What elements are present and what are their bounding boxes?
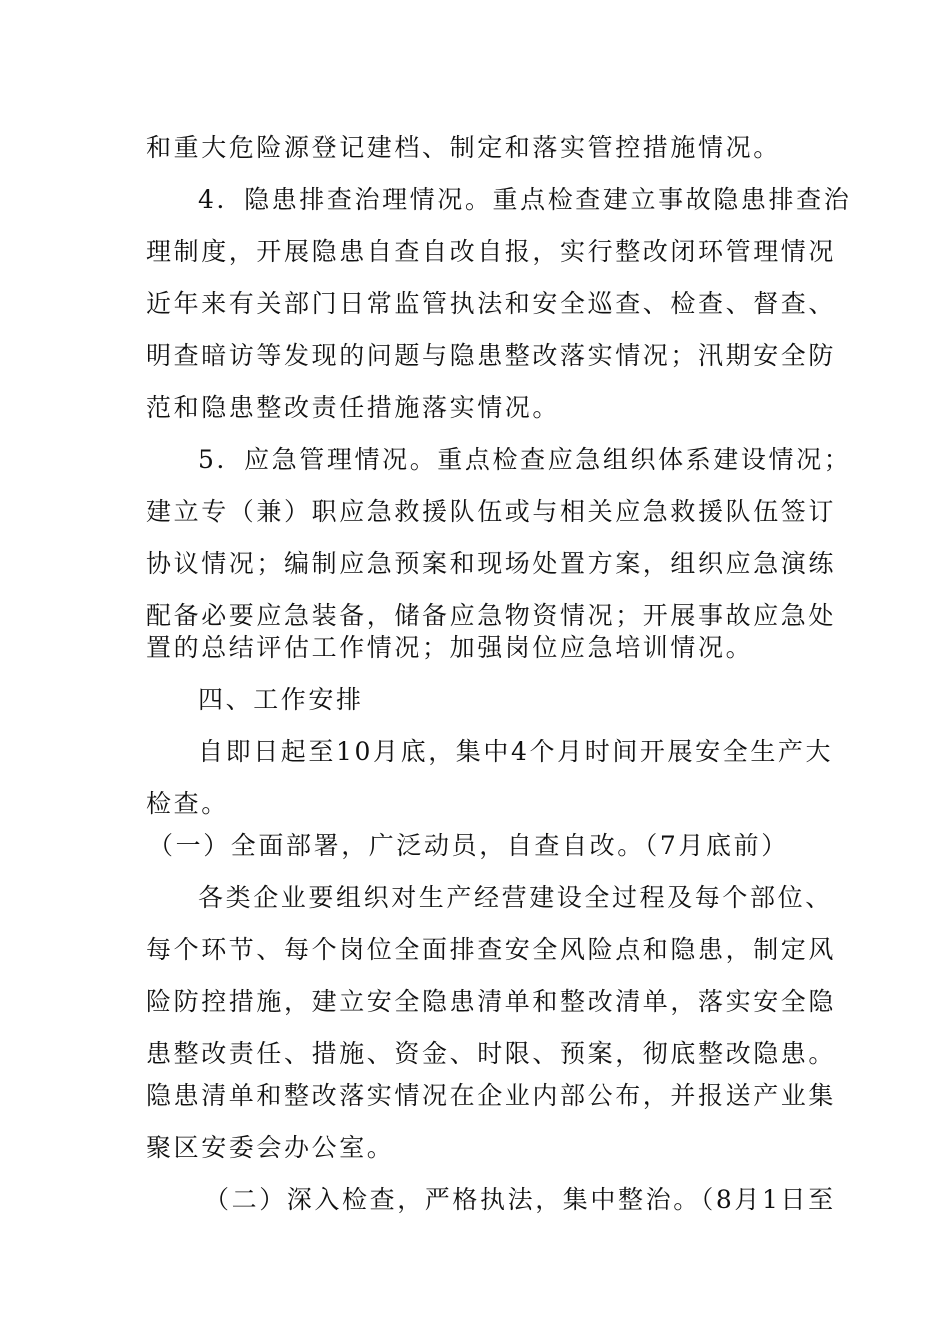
body-line: 明查暗访等发现的问题与隐患整改落实情况；汛期安全防 bbox=[146, 341, 837, 370]
body-line: 配备必要应急装备，储备应急物资情况；开展事故应急处 bbox=[146, 601, 837, 630]
body-line: 近年来有关部门日常监管执法和安全巡查、检查、督查、 bbox=[146, 289, 837, 318]
body-line: 4．隐患排查治理情况。重点检查建立事故隐患排查治 bbox=[198, 185, 852, 214]
body-line: 险防控措施，建立安全隐患清单和整改清单，落实安全隐 bbox=[146, 987, 837, 1016]
body-line: 各类企业要组织对生产经营建设全过程及每个部位、 bbox=[198, 883, 833, 912]
body-line: 理制度，开展隐患自查自改自报，实行整改闭环管理情况 bbox=[146, 237, 837, 266]
body-line: 隐患清单和整改落实情况在企业内部公布，并报送产业集 bbox=[146, 1081, 837, 1110]
body-line: 建立专（兼）职应急救援队伍或与相关应急救援队伍签订 bbox=[146, 497, 837, 526]
body-line: 5．应急管理情况。重点检查应急组织体系建设情况； bbox=[198, 445, 852, 474]
body-line: 聚区安委会办公室。 bbox=[146, 1133, 395, 1162]
body-line: 范和隐患整改责任措施落实情况。 bbox=[146, 393, 561, 422]
body-line: 检查。 bbox=[146, 789, 229, 818]
body-line: 每个环节、每个岗位全面排查安全风险点和隐患，制定风 bbox=[146, 935, 837, 964]
body-line: 自即日起至10月底，集中4个月时间开展安全生产大 bbox=[198, 737, 834, 766]
section-heading: 四、工作安排 bbox=[198, 685, 364, 714]
body-line: 患整改责任、措施、资金、时限、预案，彻底整改隐患。 bbox=[146, 1039, 837, 1068]
body-line: 协议情况；编制应急预案和现场处置方案，组织应急演练 bbox=[146, 549, 837, 578]
subsection-heading: （一）全面部署，广泛动员，自查自改。（7月底前） bbox=[148, 831, 789, 860]
body-line: 置的总结评估工作情况；加强岗位应急培训情况。 bbox=[146, 633, 754, 662]
body-line: 和重大危险源登记建档、制定和落实管控措施情况。 bbox=[146, 133, 781, 162]
subsection-heading: （二）深入检查，严格执法，集中整治。（8月1日至 bbox=[204, 1185, 836, 1214]
